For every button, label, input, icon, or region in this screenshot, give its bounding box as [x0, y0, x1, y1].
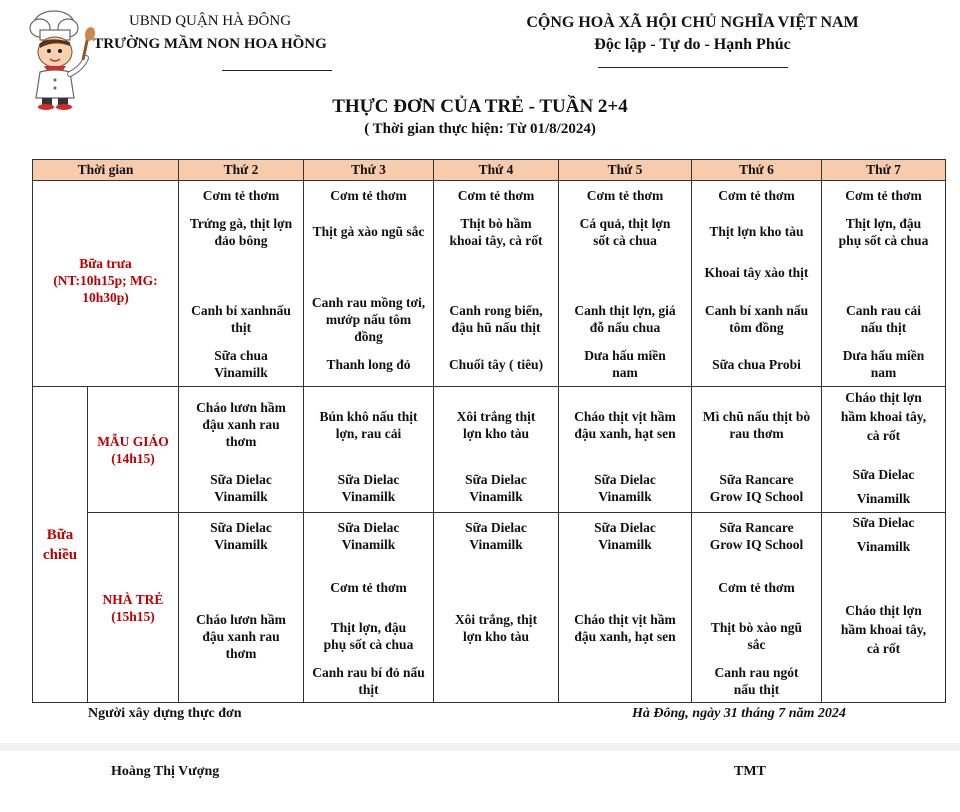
signing-date: Hà Đông, ngày 31 tháng 7 năm 2024	[632, 706, 846, 721]
menu-item: Canh rau cải nấu thịt	[845, 303, 921, 335]
menu-item: Xôi trắng, thịt lợn kho tàu	[454, 612, 538, 644]
menu-item: Dưa hấu miền nam	[584, 348, 666, 380]
menu-item: Cháo lươn hầm đậu xanh rau thơm	[196, 612, 286, 661]
menu-item: Cơm tẻ thơm	[718, 188, 795, 203]
menu-item: Khoai tây xào thịt	[704, 265, 809, 280]
menu-item: Sữa Dielac Vinamilk	[594, 472, 656, 504]
header-day-5: Thứ 5	[559, 160, 692, 181]
header-left-rule	[222, 70, 332, 71]
header-day-4: Thứ 4	[434, 160, 559, 181]
table-row-mau-giao	[33, 387, 946, 513]
menu-item: Sữa Dielac Vinamilk	[594, 520, 656, 552]
menu-item: Cá quả, thịt lợn sốt cà chua	[579, 216, 671, 248]
header-time: Thời gian	[33, 160, 179, 181]
menu-item: Canh rau mồng tơi, mướp nấu tôm đồng	[311, 295, 426, 344]
mau-giao-day-7	[822, 387, 946, 513]
mau-giao-day-5	[559, 387, 692, 513]
menu-table	[32, 159, 946, 703]
menu-item: Thanh long đỏ	[326, 357, 411, 372]
menu-item: Mì chũ nấu thịt bò rau thơm	[702, 409, 811, 441]
lunch-day-5	[559, 181, 692, 387]
header-right-rule	[598, 67, 788, 68]
table-header-row	[33, 160, 946, 181]
school-header	[90, 10, 330, 56]
menu-item: Sữa Dielac Vinamilk	[337, 472, 400, 504]
nation-motto: Độc lập - Tự do - Hạnh Phúc	[594, 36, 791, 53]
header-day-6: Thứ 6	[692, 160, 822, 181]
menu-item: Cháo thịt vịt hầm đậu xanh, hạt sen	[574, 409, 676, 441]
menu-item: Thịt lợn, đậu phụ sốt cà chua	[838, 216, 929, 248]
menu-item: Sữa Dielac Vinamilk	[337, 520, 400, 552]
menu-item: Sữa Dielac Vinamilk	[210, 520, 272, 552]
menu-item: Sữa Rancare Grow IQ School	[709, 520, 804, 552]
menu-item: Cơm tẻ thơm	[586, 188, 664, 203]
menu-item: Sữa chua Probi	[712, 357, 801, 372]
menu-item: Cơm tẻ thơm	[718, 580, 795, 595]
nation-header	[505, 12, 880, 56]
menu-item: Cháo thịt lợn hầm khoai tây, cà rốt	[840, 390, 927, 443]
menu-item: Cháo lươn hầm đậu xanh rau thơm	[196, 400, 286, 449]
menu-item: Thịt lợn, đậu phụ sốt cà chua	[323, 620, 414, 652]
builder-name: Hoàng Thị Vượng	[111, 764, 220, 779]
menu-item: Sữa Dielac Vinamilk	[465, 472, 527, 504]
nha-tre-day-2	[179, 513, 304, 703]
menu-item: Thịt bò hầm khoai tây, cà rốt	[449, 216, 543, 248]
district-name: UBND QUẬN HÀ ĐÔNG	[128, 13, 292, 29]
menu-item: Canh thịt lợn, giá đỗ nấu chua	[574, 303, 676, 335]
menu-item: Sữa Dielac Vinamilk	[465, 520, 527, 552]
school-name: TRƯỜNG MẦM NON HOA HỒNG	[93, 36, 327, 52]
approver-name: TMT	[734, 764, 766, 779]
menu-title: THỰC ĐƠN CỦA TRẺ - TUẦN 2+4	[332, 96, 628, 117]
header-day-3: Thứ 3	[304, 160, 434, 181]
menu-item: Cơm tẻ thơm	[202, 188, 280, 203]
menu-item: Cháo thịt lợn hầm khoai tây, cà rốt	[840, 603, 927, 656]
menu-item: Sữa chua Vinamilk	[214, 348, 268, 380]
mau-giao-day-4	[434, 387, 559, 513]
nha-tre-label: NHÀ TRẺ (15h15)	[88, 513, 179, 703]
mau-giao-day-2	[179, 387, 304, 513]
menu-item: Cơm tẻ thơm	[845, 188, 922, 203]
nha-tre-day-7	[822, 513, 946, 703]
menu-item: Sữa Dielac Vinamilk	[210, 472, 272, 504]
mau-giao-day-3	[304, 387, 434, 513]
menu-item: Cơm tẻ thơm	[457, 188, 535, 203]
menu-subtitle: ( Thời gian thực hiện: Từ 01/8/2024)	[364, 121, 596, 137]
menu-item: Dưa hấu miền nam	[842, 348, 925, 380]
menu-item: Sữa Dielac Vinamilk	[852, 467, 915, 506]
menu-item: Canh rong biển, đậu hũ nấu thịt	[449, 303, 543, 335]
menu-item: Cơm tẻ thơm	[330, 580, 407, 595]
lunch-day-6	[692, 181, 822, 387]
nha-tre-day-4	[434, 513, 559, 703]
menu-item: Chuối tây ( tiêu)	[448, 357, 544, 372]
table-row-nha-tre	[33, 513, 946, 703]
menu-item: Canh bí xanh nấu tôm đồng	[704, 303, 809, 335]
menu-item: Sữa Dielac Vinamilk	[852, 515, 915, 554]
nation-name: CỘNG HOÀ XÃ HỘI CHỦ NGHĨA VIỆT NAM	[526, 14, 859, 31]
lunch-day-3	[304, 181, 434, 387]
mau-giao-label: MẪU GIÁO (14h15)	[88, 387, 179, 513]
menu-item: Thịt gà xào ngũ sắc	[312, 224, 425, 239]
menu-item: Cơm tẻ thơm	[330, 188, 407, 203]
menu-item: Thịt bò xào ngũ sắc	[710, 620, 803, 652]
menu-item: Xôi trắng thịt lợn kho tàu	[456, 409, 536, 441]
afternoon-label: Bữa chiều	[33, 387, 88, 703]
footer-divider	[0, 743, 960, 751]
lunch-label: Bữa trưa (NT:10h15p; MG: 10h30p)	[33, 181, 179, 387]
lunch-day-7	[822, 181, 946, 387]
menu-item: Canh rau ngót nấu thịt	[714, 665, 799, 697]
mau-giao-day-6	[692, 387, 822, 513]
nha-tre-day-3	[304, 513, 434, 703]
lunch-day-2	[179, 181, 304, 387]
menu-item: Bún khô nấu thịt lợn, rau cải	[319, 409, 418, 441]
menu-item: Thịt lợn kho tàu	[709, 224, 804, 239]
header-day-7: Thứ 7	[822, 160, 946, 181]
table-row-lunch	[33, 181, 946, 387]
menu-item: Cháo thịt vịt hầm đậu xanh, hạt sen	[574, 612, 676, 644]
menu-item: Sữa Rancare Grow IQ School	[709, 472, 804, 504]
nha-tre-day-5	[559, 513, 692, 703]
menu-item: Trứng gà, thịt lợn đảo bông	[189, 216, 293, 248]
menu-builder-label: Người xây dựng thực đơn	[88, 706, 242, 721]
menu-item: Canh rau bí đỏ nấu thịt	[312, 665, 425, 697]
nha-tre-day-6	[692, 513, 822, 703]
lunch-day-4	[434, 181, 559, 387]
header-day-2: Thứ 2	[179, 160, 304, 181]
menu-item: Canh bí xanhnấu thịt	[191, 303, 291, 335]
